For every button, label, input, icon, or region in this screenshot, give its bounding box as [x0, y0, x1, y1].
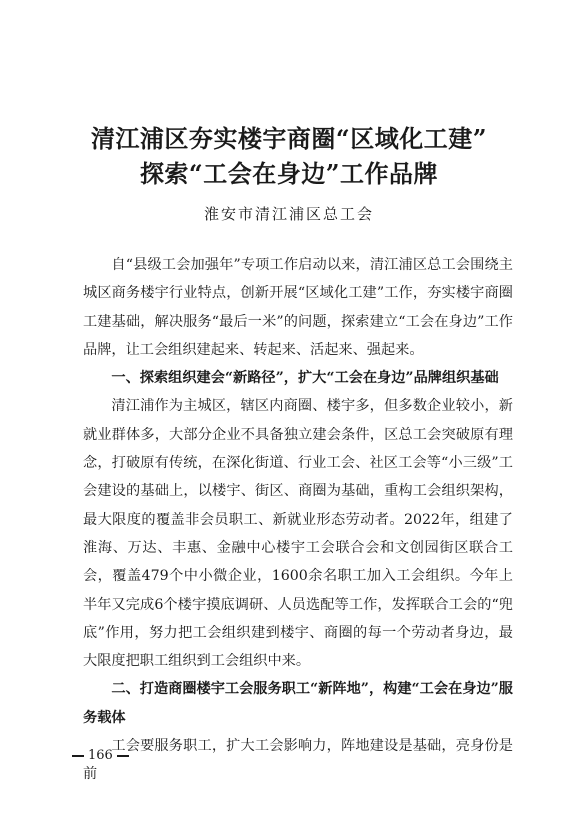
- intro-paragraph: 自“县级工会加强年”专项工作启动以来，清江浦区总工会围绕主城区商务楼宇行业特点，创新开展“区域化工建”工作，夯实楼宇商圈工建基础，解决服务“最后一米”的问题，探索建立“工会在身边”工作品牌，让工会组织建起来、转起来、活起来、强起来。: [83, 257, 513, 358]
- page-number-dash-left: [72, 755, 84, 757]
- section-2-paragraph: 工会要服务职工，扩大工会影响力，阵地建设是基础，亮身份是前: [83, 738, 513, 783]
- section-1-paragraph: 清江浦作为主城区，辖区内商圈、楼宇多，但多数企业较小，新就业群体多，大部分企业不具备独立建会条件，区总工会突破原有理念，打破原有传统，在深化街道、行业工会、社区工会等“小三级”工会建设的基础上，以楼宇、街区、商圈为基础，重构工会组织架构，最大限度的覆盖非会员职工、新就业形态劳动者。2022年，组建了淮海、万达、丰惠、金融中心楼宇工会联合会和文创园街区联合工会，覆盖479个中小微企业，1600余名职工加入工会组织。今年上半年又完成6个楼宇摸底调研、人员选配等工作，发挥联合工会的“兜底”作用，努力把工会组织建到楼宇、商圈的每一个劳动者身边，最大限度把职工组织到工会组织中来。: [83, 398, 513, 670]
- section-heading-1: 一、探索组织建会“新路径”，扩大“工会在身边”品牌组织基础: [111, 370, 499, 387]
- page-number-value: 166: [88, 748, 113, 763]
- page-number-dash-right: [117, 755, 129, 757]
- article-body: [83, 251, 513, 789]
- title-line-1: 清江浦区夯实楼宇商圈“区域化工建”: [90, 124, 488, 153]
- section-heading-2: 二、打造商圈楼宇工会服务职工“新阵地”，构建“工会在身边”服务载体: [83, 681, 513, 726]
- page-number: [68, 748, 133, 763]
- title-line-2: 探索“工会在身边”工作品牌: [139, 159, 439, 188]
- author: 淮安市清江浦区总工会: [203, 205, 374, 223]
